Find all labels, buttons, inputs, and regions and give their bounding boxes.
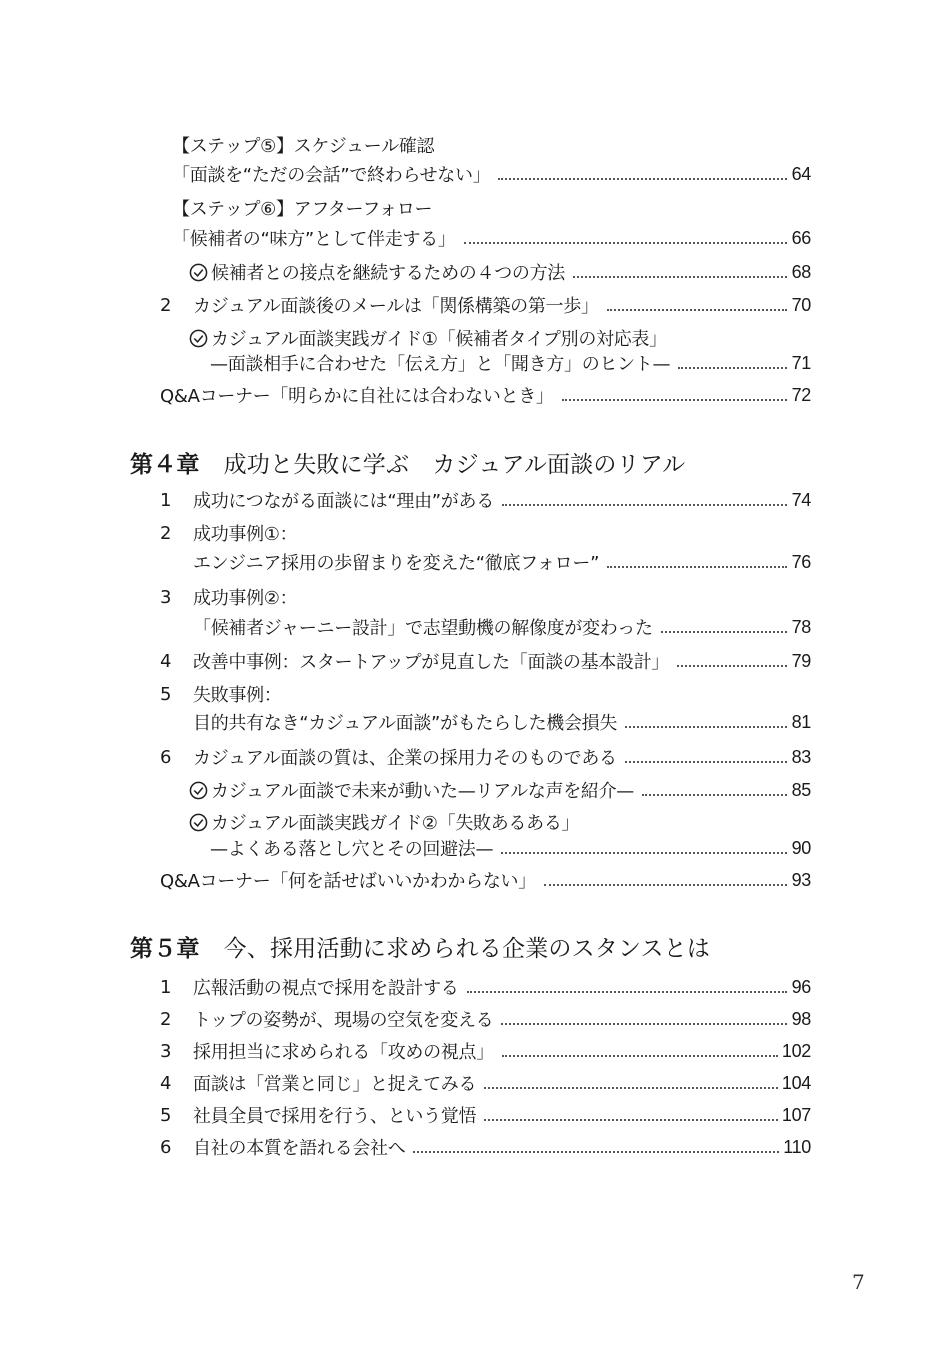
entry-title: 広報活動の視点で採用を設計する bbox=[193, 978, 459, 999]
dot-leader bbox=[464, 242, 787, 244]
chapter-number: 第４章 bbox=[130, 452, 200, 478]
toc-entry[interactable] bbox=[193, 709, 811, 735]
entry-title: トップの姿勢が、現場の空気を変える bbox=[193, 1010, 494, 1031]
entry-title: 「候補者の“味方”として伴走する」 bbox=[172, 229, 456, 250]
section-number: 3 bbox=[160, 586, 172, 608]
dot-leader bbox=[502, 504, 787, 506]
dot-leader bbox=[502, 1055, 778, 1057]
page-number: 74 bbox=[791, 489, 811, 510]
page-number: 104 bbox=[781, 1072, 811, 1093]
toc-entry[interactable] bbox=[160, 974, 811, 1000]
dot-leader bbox=[607, 566, 787, 568]
page-folio: 7 bbox=[852, 1270, 865, 1294]
page-number: 110 bbox=[783, 1136, 811, 1157]
entry-title: 【ステップ⑥】アフターフォロー bbox=[172, 199, 433, 220]
toc-entry bbox=[189, 325, 811, 351]
entry-title: Q&Aコーナー「明らかに自社には合わないとき」 bbox=[160, 386, 554, 407]
page-number: 107 bbox=[781, 1104, 811, 1125]
toc-entry[interactable] bbox=[160, 744, 811, 770]
toc-entry[interactable] bbox=[160, 1134, 811, 1160]
page-number: 71 bbox=[791, 352, 811, 373]
toc-entry bbox=[172, 195, 811, 221]
dot-leader bbox=[498, 178, 787, 180]
entry-title: 「候補者ジャーニー設計」で志望動機の解像度が変わった bbox=[193, 618, 653, 639]
toc-entry[interactable] bbox=[160, 292, 811, 318]
chapter-title: 成功と失敗に学ぶ カジュアル面談のリアル bbox=[223, 452, 686, 478]
entry-title: カジュアル面談実践ガイド②「失敗あるある」 bbox=[211, 813, 580, 834]
dot-leader bbox=[625, 726, 787, 728]
check-circle-icon bbox=[189, 813, 208, 832]
entry-title: 「面談を“ただの会話”で終わらせない」 bbox=[172, 165, 491, 186]
dot-leader bbox=[573, 276, 787, 278]
page-number: 72 bbox=[791, 384, 811, 405]
entry-subtitle: —面談相手に合わせた「伝え方」と「聞き方」のヒント— bbox=[210, 354, 671, 375]
toc-entry bbox=[160, 520, 811, 546]
toc-entry[interactable] bbox=[160, 648, 811, 674]
page-number: 83 bbox=[791, 746, 811, 767]
dot-leader bbox=[467, 991, 788, 993]
toc-entry[interactable] bbox=[189, 259, 811, 285]
page-number: 102 bbox=[781, 1040, 811, 1061]
toc-entry[interactable] bbox=[160, 1102, 811, 1128]
section-number: 6 bbox=[160, 746, 172, 768]
page-number: 64 bbox=[791, 163, 811, 184]
toc-entry[interactable] bbox=[160, 867, 811, 893]
section-number: 1 bbox=[160, 489, 172, 511]
entry-title: 候補者との接点を継続するための４つの方法 bbox=[211, 263, 565, 284]
entry-title: —よくある落とし穴とその回避法— bbox=[210, 839, 494, 860]
page-number: 76 bbox=[791, 551, 811, 572]
dot-leader bbox=[501, 1023, 787, 1025]
section-number: 2 bbox=[160, 1008, 172, 1030]
entry-title: カジュアル面談の質は、企業の採用力そのものである bbox=[193, 748, 617, 769]
check-circle-icon bbox=[189, 263, 208, 282]
toc-entry[interactable] bbox=[210, 350, 811, 376]
page-number: 70 bbox=[791, 294, 811, 315]
page-number: 81 bbox=[791, 711, 811, 732]
section-number: 2 bbox=[160, 294, 172, 316]
entry-title: 成功事例②： bbox=[193, 588, 298, 609]
entry-title: 目的共有なき“カジュアル面談”がもたらした機会損失 bbox=[193, 713, 618, 734]
page-number: 85 bbox=[791, 779, 811, 800]
entry-title: 面談は「営業と同じ」と捉えてみる bbox=[193, 1074, 477, 1095]
dot-leader bbox=[625, 761, 787, 763]
page-number: 96 bbox=[791, 976, 811, 997]
dot-leader bbox=[484, 1119, 778, 1121]
entry-title: 成功事例①： bbox=[193, 524, 298, 545]
dot-leader bbox=[544, 884, 787, 886]
check-circle-icon bbox=[189, 781, 208, 800]
entry-title: 採用担当に求められる「攻めの視点」 bbox=[193, 1042, 494, 1063]
toc-entry[interactable] bbox=[160, 382, 811, 408]
toc-entry[interactable] bbox=[160, 1006, 811, 1032]
dot-leader bbox=[642, 794, 787, 796]
toc-entry bbox=[172, 132, 811, 158]
chapter-heading bbox=[130, 446, 685, 479]
chapter-title: 今、採用活動に求められる企業のスタンスとは bbox=[223, 936, 711, 962]
entry-title: 失敗事例： bbox=[193, 685, 282, 706]
toc-entry bbox=[189, 809, 811, 835]
section-number: 2 bbox=[160, 522, 172, 544]
toc-entry[interactable] bbox=[189, 777, 811, 803]
entry-title: 社員全員で採用を行う、という覚悟 bbox=[193, 1106, 477, 1127]
toc-entry[interactable] bbox=[172, 161, 811, 187]
toc-entry[interactable] bbox=[160, 1070, 811, 1096]
dot-leader bbox=[484, 1087, 778, 1089]
toc-entry[interactable] bbox=[210, 835, 811, 861]
chapter-heading bbox=[130, 930, 710, 963]
page-number: 68 bbox=[791, 261, 811, 282]
section-number: 6 bbox=[160, 1136, 172, 1158]
entry-title: カジュアル面談で未来が動いた—リアルな声を紹介— bbox=[211, 781, 634, 802]
page-number: 79 bbox=[791, 650, 811, 671]
page-number: 66 bbox=[791, 227, 811, 248]
entry-title: エンジニア採用の歩留まりを変えた“徹底フォロー” bbox=[193, 553, 600, 574]
page-number: 78 bbox=[791, 616, 811, 637]
toc-entry bbox=[160, 681, 811, 707]
section-number: 3 bbox=[160, 1040, 172, 1062]
dot-leader bbox=[661, 631, 787, 633]
chapter-number: 第５章 bbox=[130, 936, 200, 962]
page-number: 93 bbox=[791, 869, 811, 890]
entry-title: 自社の本質を語れる会社へ bbox=[193, 1138, 406, 1159]
check-circle-icon bbox=[189, 329, 208, 348]
toc-entry[interactable] bbox=[193, 549, 811, 575]
section-number: 5 bbox=[160, 1104, 172, 1126]
dot-leader bbox=[413, 1151, 779, 1153]
page-number: 98 bbox=[791, 1008, 811, 1029]
entry-title: 【ステップ⑤】スケジュール確認 bbox=[172, 136, 435, 157]
section-number: 4 bbox=[160, 1072, 172, 1094]
section-number: 1 bbox=[160, 976, 172, 998]
entry-title: カジュアル面談後のメールは「関係構築の第一歩」 bbox=[193, 296, 599, 317]
entry-title: Q&Aコーナー「何を話せばいいかわからない」 bbox=[160, 871, 536, 892]
toc-entry[interactable] bbox=[160, 1038, 811, 1064]
entry-title: 改善中事例：スタートアップが見直した「面談の基本設計」 bbox=[193, 652, 670, 673]
entry-title: 成功につながる面談には“理由”がある bbox=[193, 491, 494, 512]
toc-entry[interactable] bbox=[193, 614, 811, 640]
dot-leader bbox=[562, 399, 787, 401]
section-number: 4 bbox=[160, 650, 172, 672]
dot-leader bbox=[607, 309, 787, 311]
toc-entry[interactable] bbox=[172, 225, 811, 251]
dot-leader bbox=[678, 367, 787, 369]
entry-title: カジュアル面談実践ガイド①「候補者タイプ別の対応表」 bbox=[211, 329, 667, 350]
dot-leader bbox=[501, 852, 787, 854]
dot-leader bbox=[677, 665, 787, 667]
toc-entry bbox=[160, 584, 811, 610]
section-number: 5 bbox=[160, 683, 172, 705]
toc-entry[interactable] bbox=[160, 487, 811, 513]
page-number: 90 bbox=[791, 837, 811, 858]
